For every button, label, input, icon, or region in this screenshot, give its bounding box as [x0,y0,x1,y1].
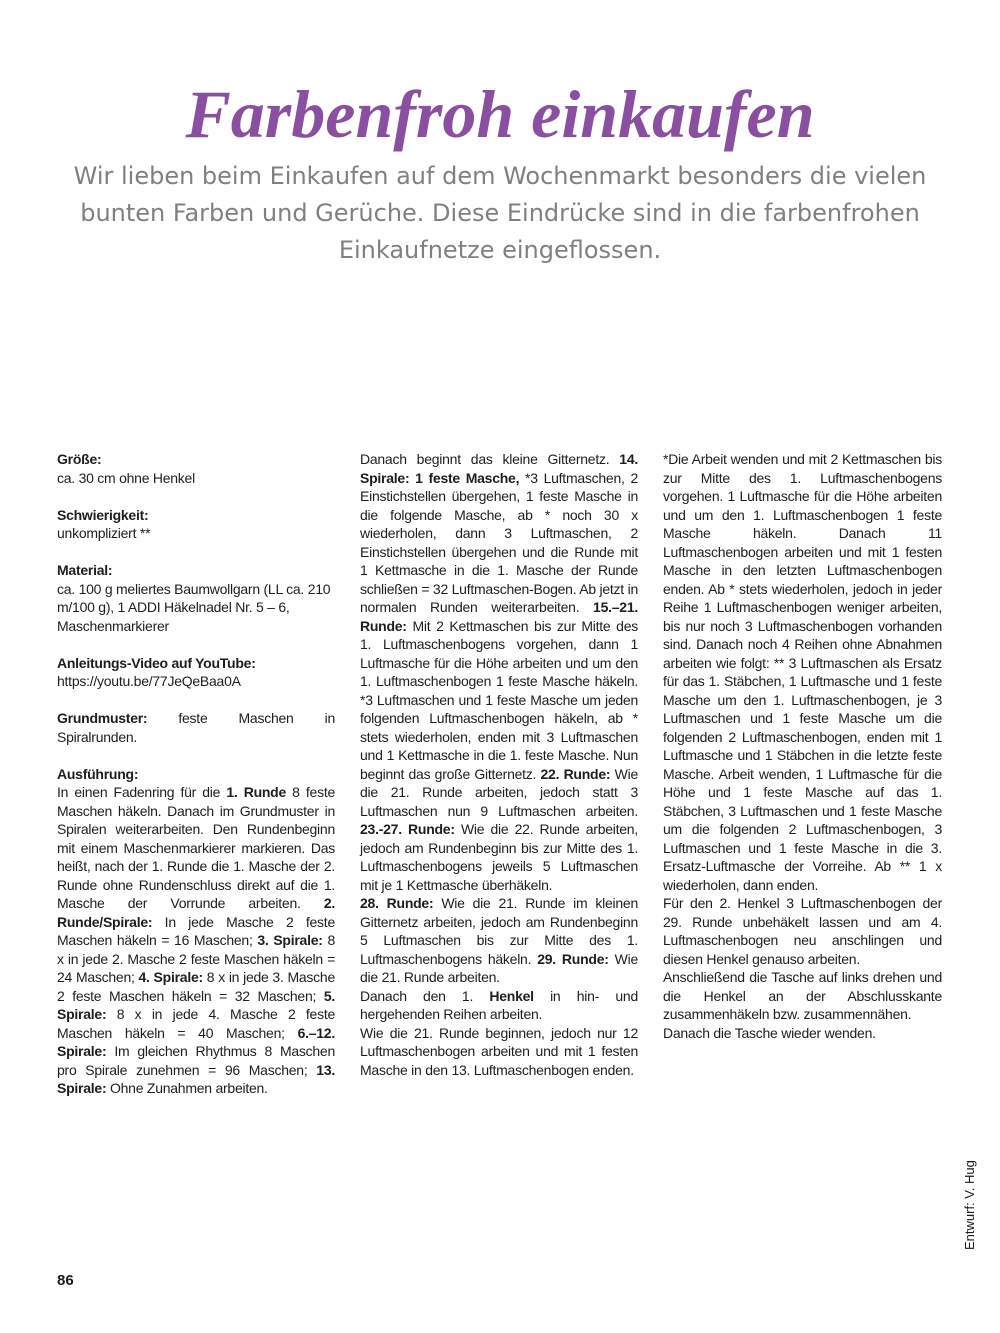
spec-label: Grundmuster: [57,710,148,726]
spec-pattern [57,709,335,746]
bold-term: 29. Runde: [537,950,609,967]
video-link[interactable]: https://youtu.be/77JeQeBaa0A [57,673,241,689]
spec-label: Ausführung: [57,765,139,782]
spec-pattern-value: feste Maschen in Spiralrunden. [57,710,335,745]
spec-difficulty-value: unkompliziert ** [57,525,151,541]
instructions-paragraph: Danach den 1. Henkel in hin- und hergehenden Reihen arbeiten. [360,987,638,1022]
bold-term: 3. Spirale: [257,932,323,948]
spec-label: Schwierigkeit: [57,506,149,523]
spec-video [57,654,335,673]
bold-term: 4. Spirale: [138,969,203,985]
spec-difficulty [57,506,335,525]
bold-term: 22. Runde: [540,765,611,782]
spec-size-value: ca. 30 cm ohne Henkel [57,469,195,486]
bold-term: 6.–12. Spirale: [57,1024,335,1059]
bold-term: 14. Spirale: 1 feste Masche, [360,451,638,486]
column-3 [663,450,942,1042]
column-2 [360,450,638,1079]
bold-term: 2. Runde/Spirale: [57,895,335,930]
instructions-paragraph: Anschließend die Tasche auf links drehen und die Henkel an der Abschlusskante zusammenhäkeln bzw. zusammennähen. [663,969,942,1022]
bold-term: 1. Runde [226,784,287,800]
instructions-paragraph: Wie die 21. Runde beginnen, jedoch nur 12 Luftmaschenbogen arbeiten und mit 1 festen Masche in den 13. Luftmaschenbogen enden. [360,1024,638,1078]
spec-material [57,561,335,580]
bold-term: 15.–21. Runde: [360,599,638,634]
spec-label: Anleitungs-Video auf YouTube: [57,654,256,671]
bold-term: 13. Spirale: [57,1061,335,1096]
column-1 [57,450,335,1098]
spec-label: Größe: [57,451,102,467]
intro-text: Wir lieben beim Einkaufen auf dem Wochenmarkt besonders die vielen bunten Farben und Gerüche. Diese Eindrücke sind in die farbenfrohen Einkaufnetze eingeflossen. [73,162,927,264]
instructions-paragraph: *Die Arbeit wenden und mit 2 Kettmaschen bis zur Mitte des 1. Luftmaschenbogens vorgehen. 1 Luftmasche für die Höhe arbeiten und um den 1. Luftmaschenbogen 1 feste Masche häkeln. Danach 11 Luftmaschenbogen arbeiten und mit 1 festen Masche in den letzten Luftmaschenbogen enden. Ab * stets wiederholen, jedoch in jeder Reihe 1 Luftmaschenbogen weniger arbeiten, bis nur noch 3 Luftmaschenbogen vorhanden sind. Danach noch 4 Reihen ohne Abnahmen arbeiten wie folgt: ** 3 Luftmaschen als Ersatz für das 1. Stäbchen, 1 Luftmasche und 1 feste Masche um den 1. Luftmaschenbogen, je 3 Luftmaschen und 1 feste Masche um die folgenden 2 Luftmaschenbogen, enden mit 1 Luftmasche und 1 Stäbchen in die letzte feste Masche. Arbeit wenden, 1 Luftmasche für die Höhe und 1 feste Masche auf das 1. Stäbchen, 3 Luftmaschen und 1 feste Masche um die folgenden 2 Luftmaschenbogen, 3 Luftmaschen und 1 feste Masche in die 3. Ersatz-Luftmasche der Vorreihe. Ab ** 1 x wiederholen, dann enden. [663,451,942,893]
spec-size [57,450,335,469]
instructions-paragraph: Danach die Tasche wieder wenden. [663,1024,876,1041]
instructions-paragraph: Danach beginnt das kleine Gitternetz. 14. Spirale: 1 feste Masche, *3 Luftmaschen, 2 Einstichstellen übergehen, 1 feste Masche in die folgende Masche, ab * noch 30 x wiederholen, dann 3 Luftmaschen, 2 Einstichstellen übergehen und die Runde mit 1 Kettmasche in die 1. Masche der Runde schließen = 32 Luftmaschen-Bogen. Ab jetzt in normalen Runden weiterarbeiten. 15.–21. Runde: Mit 2 Kettmaschen bis zur Mitte des 1. Luftmaschenbogens vorgehen, dann 1 Luftmasche für die Höhe arbeiten und um den 1. Luftmaschenbogen 1 feste Masche häkeln. *3 Luftmaschen und 1 feste Masche um jeden folgenden Luftmaschenbogen häkeln, ab * stets wiederholen, enden mit 3 Luftmaschen und 1 Kettmasche in die 1. feste Masche. Nun beginnt das große Gitternetz. 22. Runde: Wie die 21. Runde arbeiten, jedoch statt 3 Luftmaschen nun 9 Luftmaschen arbeiten. 23.-27. Runde: Wie die 22. Runde arbeiten, jedoch am Rundenbeginn bis zur Mitte des 1. Luftmaschenbogens jeweils 5 Luftmaschen mit je 1 Kettmasche überhäkeln. [360,451,638,893]
page-number: 86 [57,1272,74,1289]
spec-instructions [57,765,335,784]
spec-label: Material: [57,562,113,578]
instructions-paragraph: 28. Runde: Wie die 21. Runde im kleinen Gitternetz arbeiten, jedoch am Rundenbeginn 5 Luftmaschen bis zur Mitte des 1. Luftmaschenbogens häkeln. 29. Runde: Wie die 21. Runde arbeiten. [360,895,638,985]
instructions-paragraph: Für den 2. Henkel 3 Luftmaschenbogen der 29. Runde unbehäkelt lassen und am 4. Luftmaschenbogen neu anschlingen und diesen Henkel genauso arbeiten. [663,895,942,967]
design-credit: Entwurf: V. Hug [962,1160,977,1250]
bold-term: 23.-27. Runde: [360,821,455,837]
bold-term: Henkel [489,987,534,1004]
bold-term: 28. Runde: [360,895,434,911]
spec-material-value: ca. 100 g meliertes Baumwollgarn (LL ca. 210 m/100 g), 1 ADDI Häkelnadel Nr. 5 – 6, Maschenmarkierer [57,580,331,634]
page-title: Farbenfroh einkaufen [185,76,815,152]
instructions-paragraph: In einen Fadenring für die 1. Runde 8 feste Maschen häkeln. Danach im Grundmuster in Spiralen weiterarbeiten. Den Rundenbeginn mit einem Maschenmarkierer markieren. Das heißt, nach der 1. Runde die 1. Masche der 2. Runde ohne Rundenschluss direkt auf die 1. Masche der Vorrunde arbeiten. 2. Runde/Spirale: In jede Masche 2 feste Maschen häkeln = 16 Maschen; 3. Spirale: 8 x in jede 2. Masche 2 feste Maschen häkeln = 24 Maschen; 4. Spirale: 8 x in jede 3. Masche 2 feste Maschen häkeln = 32 Maschen; 5. Spirale: 8 x in jede 4. Masche 2 feste Maschen häkeln = 40 Maschen; 6.–12. Spirale: Im gleichen Rhythmus 8 Maschen pro Spirale zunehmen = 96 Maschen; 13. Spirale: Ohne Zunahmen arbeiten. [57,784,335,1096]
bold-term: 5. Spirale: [57,987,335,1022]
